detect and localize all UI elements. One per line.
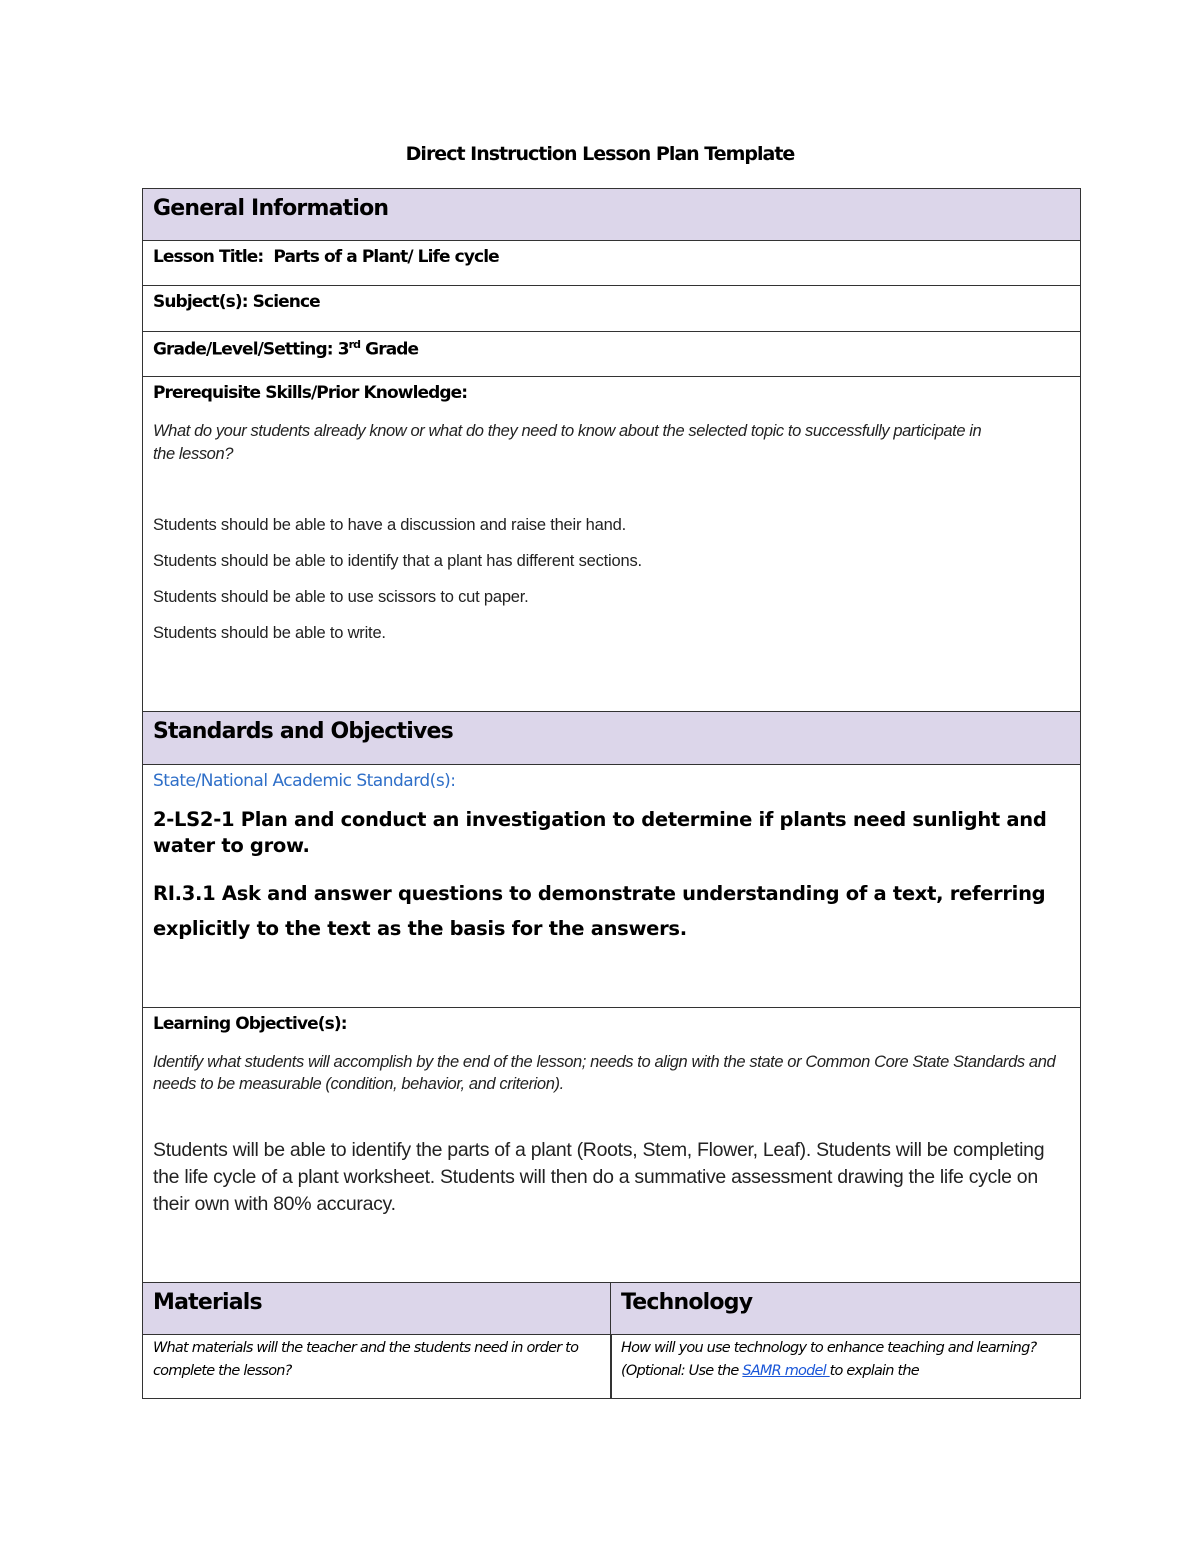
subject-value: Science <box>252 292 320 312</box>
grade-row <box>142 331 1081 377</box>
technology-cell <box>610 1334 1081 1399</box>
grade-suffix: rd <box>348 338 361 351</box>
subject-label: Subject(s): <box>153 292 248 312</box>
standard-item: RI.3.1 Ask and answer questions to demonstrate understanding of a text, referring explicitly to the text as the basis for the answers. <box>153 882 1046 940</box>
prerequisite-prompt: What do your students already know or what do they need to know about the selected topic to successfully participate in the lesson? <box>153 422 982 463</box>
prerequisite-cell <box>142 376 1081 712</box>
materials-cell <box>142 1334 612 1399</box>
learning-objectives-cell <box>142 1007 1081 1283</box>
technology-prompt: How will you use technology to enhance teaching and learning? (Optional: Use the <box>621 1340 1037 1379</box>
standards-cell <box>142 764 1081 1008</box>
objective-prompt: Identify what students will accomplish by the end of the lesson; needs to align with the state or Common Core State Standards and needs to be measurable (condition, behavior, and criterion). <box>153 1053 1056 1093</box>
lesson-title-value: Parts of a Plant/ Life cycle <box>273 247 499 267</box>
materials-prompt: What materials will the teacher and the students need in order to complete the lesson? <box>153 1340 579 1379</box>
subject-row <box>142 285 1081 332</box>
prerequisite-label: Prerequisite Skills/Prior Knowledge: <box>153 383 468 403</box>
technology-prompt-continued: to explain the <box>829 1363 919 1379</box>
samr-model-link[interactable]: SAMR model <box>742 1363 830 1379</box>
grade-label: Grade/Level/Setting: <box>153 339 333 360</box>
objective-label: Learning Objective(s): <box>153 1014 347 1034</box>
materials-header: Materials <box>142 1282 612 1335</box>
lesson-title-label: Lesson Title: <box>153 247 264 267</box>
standards-header: Standards and Objectives <box>142 711 1081 765</box>
grade-word: Grade <box>365 339 419 360</box>
prerequisite-item: Students should be able to identify that a plant has different sections. <box>153 552 642 570</box>
objective-text: Students will be able to identify the parts of a plant (Roots, Stem, Flower, Leaf). Students will be completing the life cycle of a plant worksheet. Students will then do a summative assessment drawing the life cycle on their own with 80% accuracy. <box>153 1139 1045 1215</box>
document-title: Direct Instruction Lesson Plan Template <box>405 143 795 165</box>
prerequisite-item: Students should be able to use scissors to cut paper. <box>153 588 529 606</box>
general-information-header: General Information <box>142 188 1081 241</box>
prerequisite-item: Students should be able to write. <box>153 624 386 642</box>
technology-header: Technology <box>610 1282 1081 1335</box>
standard-label: State/National Academic Standard(s): <box>153 771 456 791</box>
standard-item: 2-LS2-1 Plan and conduct an investigation to determine if plants need sunlight and water to grow. <box>153 808 1047 857</box>
lesson-title-row <box>142 240 1081 286</box>
grade-number: 3 <box>337 339 349 360</box>
prerequisite-item: Students should be able to have a discussion and raise their hand. <box>153 516 626 534</box>
